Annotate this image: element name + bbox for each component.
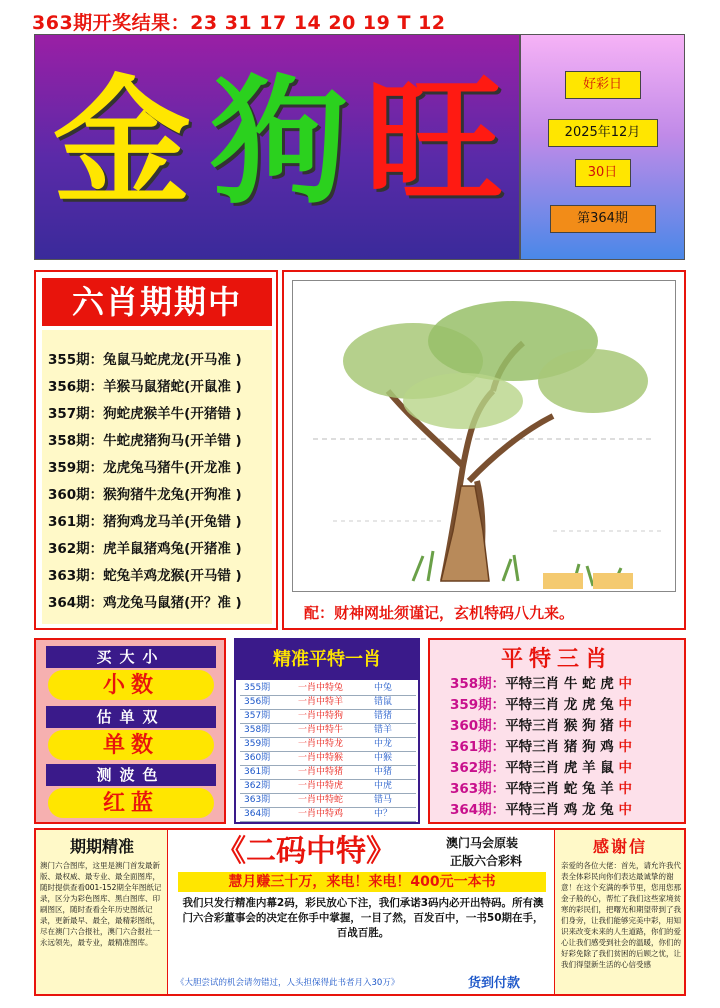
prediction-text: 平特三肖 虎 羊 鼠 [505,760,614,776]
macau-original-label: 澳门马会原装 [446,836,519,850]
table-cell: 一肖中特蛇 [298,795,344,805]
list-item [450,672,632,692]
table-cell: 360期 [244,753,271,763]
hit-mark: 中 [618,781,632,797]
precise-text: 澳门六合图库，这里是澳门首发最新版、最权威、最专业、最全面图库，随时提供查看001-152期全年图纸记录，区分为彩色图库、黑白图库、印刷图区，随时查看全年历史图纸记录，更新最早、最全，最精彩图纸，尽在澳门六合报社，澳门六合报社一永远领先，最专业，最精准图库。 [40,861,162,947]
table-cell: 中猪 [374,767,393,777]
list-item: 355期：兔鼠马蛇虎龙(开马准 ) [48,352,242,368]
date-month: 2025年12月 [548,119,658,147]
table-cell: 356期 [244,697,271,707]
table-cell: 一肖中特狗 [298,711,344,721]
list-item: 360期：猴狗猪牛龙兔(开狗准 ) [48,487,242,503]
hit-mark: 中 [618,760,632,776]
list-item [450,714,632,734]
table-cell: 364期 [244,809,271,819]
trio-label-size: 买大小 [46,646,216,668]
picture-caption: 配：财神网址须谨记，玄机特码八九来。 [304,604,575,622]
table-row [240,780,416,794]
table-cell: 中猴 [374,753,393,763]
six-zodiac-title: 六肖期期中 [42,278,272,326]
table-row [240,696,416,710]
three-title: 平特三肖 [500,647,613,672]
two-code-title: 《二码中特》 [216,834,396,869]
title-char-prosper: 旺 [365,60,504,223]
table-cell: 中虎 [374,781,393,791]
list-item: 364期：鸡龙兔马鼠猪(开？准 ) [48,595,242,611]
table-cell: 358期 [244,725,271,735]
list-item: 359期：龙虎兔马猪牛(开龙准 ) [48,460,242,476]
precise-column [36,830,168,994]
date-panel [520,34,685,260]
period-label: 358期： [450,676,506,692]
list-item: 363期：蛇兔羊鸡龙猴(开马错 ) [48,568,242,584]
period-label: 360期： [450,718,506,734]
table-row [240,724,416,738]
table-row [240,752,416,766]
period-label: 362期： [450,760,506,776]
list-item: 356期：羊猴马鼠猪蛇(开鼠准 ) [48,379,242,395]
ad-footnote: 《大胆尝试的机会请勿错过，人头担保得此书者月入30万》 [176,978,400,988]
table-cell: 中？ [374,809,393,819]
table-cell: 362期 [244,781,271,791]
lucky-day-label: 好彩日 [565,71,641,99]
table-row [240,738,416,752]
table-row [240,682,416,696]
prediction-text: 平特三肖 猪 狗 鸡 [505,739,614,755]
list-item [450,735,632,755]
table-cell: 359期 [244,739,271,749]
list-item: 362期：虎羊鼠猪鸡兔(开猪准 ) [48,541,242,557]
table-cell: 361期 [244,767,271,777]
thanks-letter-column [554,830,684,994]
table-cell: 一肖中特鸡 [298,809,344,819]
thanks-letter-text: 亲爱的各位大佬：首先，请允许我代表全体彩民向你们表达最诚挚的谢意！在这个充满的季节里，您用您那金子般的心，帮忙了我们这些家境贫寒的彩民们，把曙光和期望带到了我们身旁，让我们能够完美中彩，用知识来改变未来的人生道路，你们的爱心让我们感受到社会的温暖，你们的好彩免除了我们贫困的后顾之忧，让我们得望新生活的心信受感 [561,861,681,969]
hit-mark: 中 [618,802,632,818]
table-cell: 中龙 [374,739,393,749]
size-parity-color-panel [34,638,226,824]
hit-mark: 中 [618,739,632,755]
cash-on-delivery: 货到付款 [468,976,521,991]
ping-table-title: 精准平特一肖 [236,640,418,680]
trio-answer-parity: 单数 [48,730,214,760]
title-char-dog: 狗 [210,60,349,223]
list-item: 361期：猪狗鸡龙马羊(开兔错 ) [48,514,242,530]
hit-mark: 中 [618,697,632,713]
period-label: 359期： [450,697,506,713]
six-zodiac-panel [34,270,278,630]
draw-result-line: 363期开奖结果：23 31 17 14 20 19 T 12 [32,12,446,34]
ping-te-three-panel [428,638,686,824]
list-item: 358期：牛蛇虎猪狗马(开羊错 ) [48,433,242,449]
prediction-text: 平特三肖 猴 狗 猪 [505,718,614,734]
list-item [450,756,632,776]
table-cell: 357期 [244,711,271,721]
picture-panel [282,270,686,630]
table-row [240,808,416,822]
table-cell: 一肖中特牛 [298,725,344,735]
table-cell: 一肖中特猪 [298,767,344,777]
period-label: 361期： [450,739,506,755]
thanks-letter-title: 感谢信 [592,837,647,856]
prediction-text: 平特三肖 蛇 兔 羊 [505,781,614,797]
table-cell: 错马 [374,795,393,805]
table-row [240,794,416,808]
date-day: 30日 [575,159,631,187]
table-cell: 错猪 [374,711,393,721]
trio-answer-size: 小数 [48,670,214,700]
table-cell: 一肖中特羊 [298,697,344,707]
table-cell: 一肖中特龙 [298,739,344,749]
genuine-material-label: 正版六合彩料 [450,854,523,868]
table-row [240,766,416,780]
prediction-text: 平特三肖 鸡 龙 兔 [505,802,614,818]
title-banner [34,34,520,260]
table-cell: 一肖中特虎 [298,781,344,791]
ad-body: 我们只发行精准内幕2码，彩民放心下注，我们承诺3码内必开出特码。所有澳门六合彩董事会的决定在你手中掌握，一目了然，百发百中，一书50期在手，百战百胜。 [182,897,544,939]
table-cell: 363期 [244,795,271,805]
prediction-text: 平特三肖 牛 蛇 虎 [505,676,614,692]
prediction-text: 平特三肖 龙 虎 兔 [505,697,614,713]
tree-illustration [292,280,676,592]
trio-label-parity: 估单双 [46,706,216,728]
table-cell: 一肖中特猴 [298,753,344,763]
table-cell: 355期 [244,683,271,693]
list-item [450,777,632,797]
list-item [450,693,632,713]
table-cell: 中兔 [374,683,393,693]
hit-mark: 中 [618,718,632,734]
title-char-gold: 金 [53,60,192,223]
six-zodiac-list [42,330,272,624]
hit-mark: 中 [618,676,632,692]
period-label: 363期： [450,781,506,797]
trio-label-color: 测波色 [46,764,216,786]
two-code-ad [168,830,554,994]
ping-te-one-table [234,638,420,824]
table-row [240,710,416,724]
table-cell: 错羊 [374,725,393,735]
period-label: 364期： [450,802,506,818]
bottom-panel [34,828,686,996]
table-cell: 错鼠 [374,697,393,707]
table-cell: 一肖中特兔 [298,683,344,693]
issue-period: 第364期 [550,205,656,233]
list-item: 357期：狗蛇虎猴羊牛(开猪错 ) [48,406,242,422]
trio-answer-color: 红蓝 [48,788,214,818]
ad-slogan: 慧月赚三十万，来电！来电！400元一本书 [178,872,546,892]
precise-title: 期期精准 [69,837,134,856]
list-item [450,798,632,818]
